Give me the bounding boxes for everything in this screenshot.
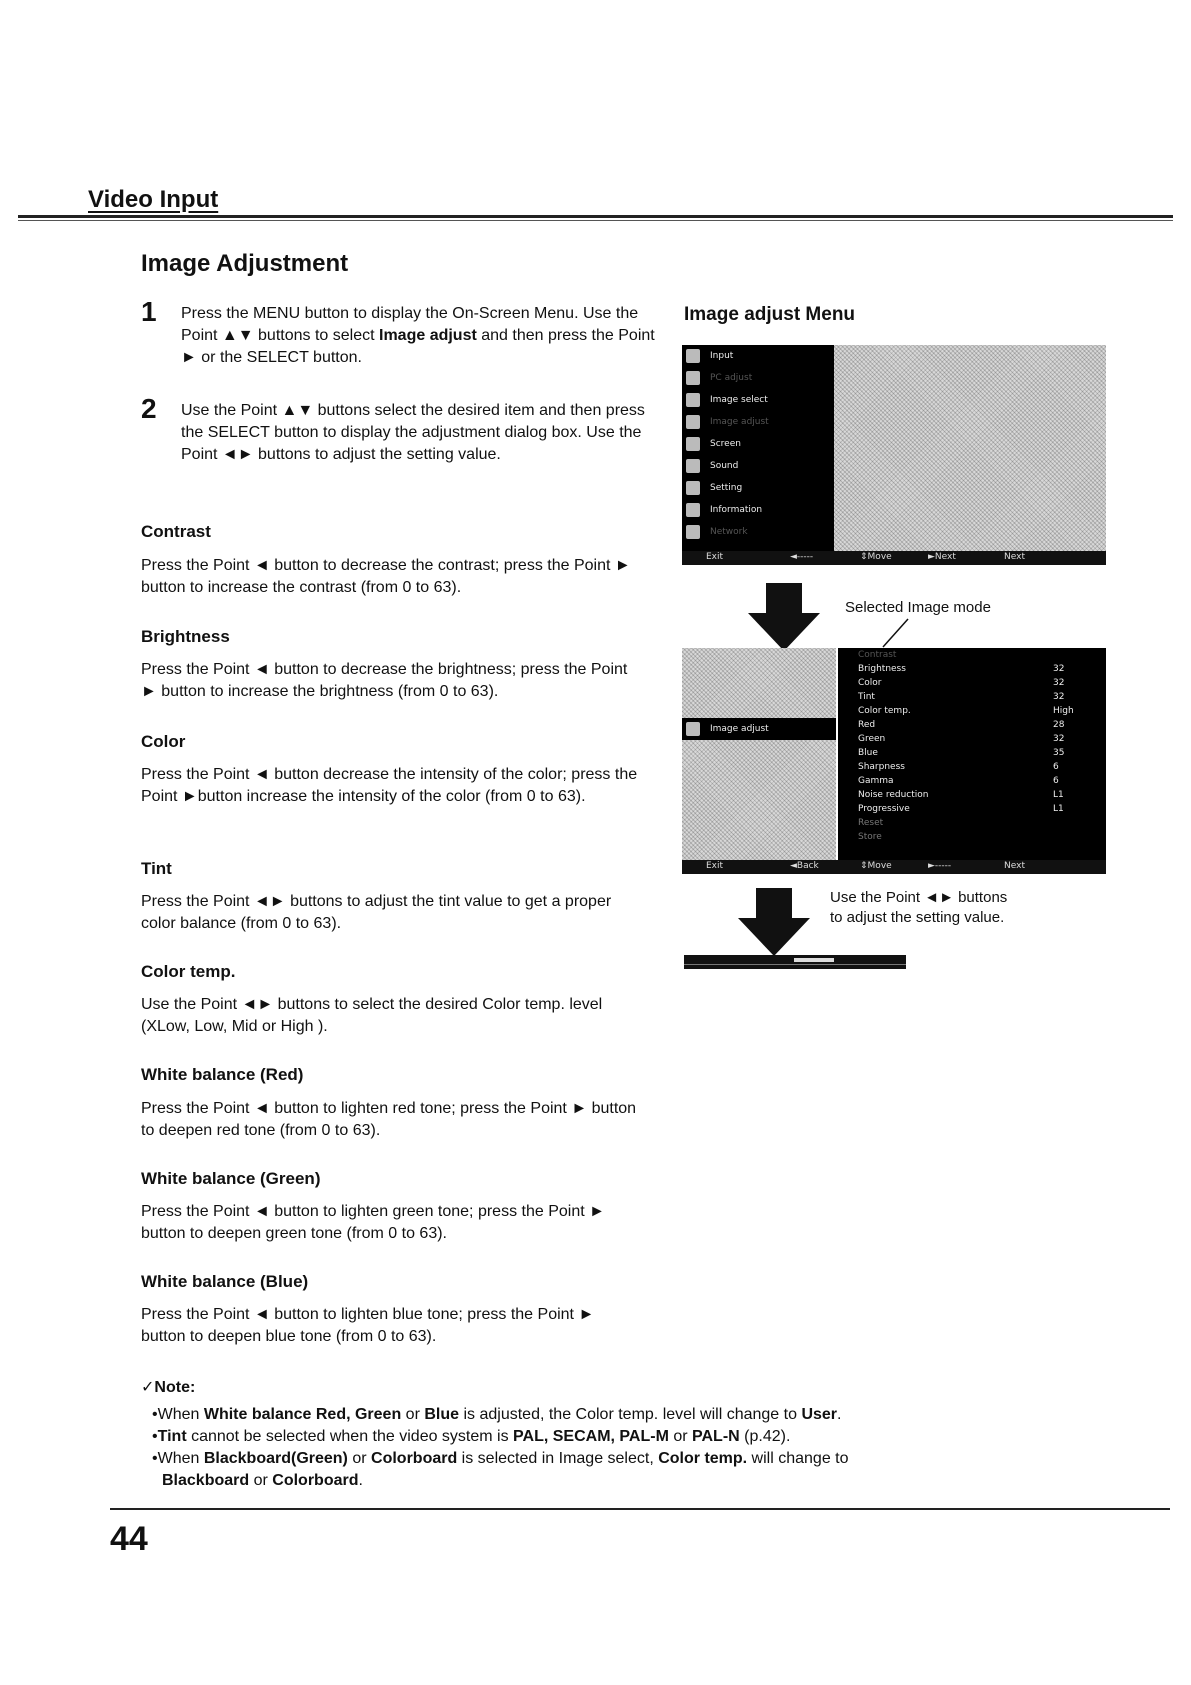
header-rule [18, 215, 1173, 218]
section-title: Video Input [88, 186, 219, 213]
item-title-tint: Tint [141, 859, 172, 878]
step-text: Use the Point ▲▼ buttons select the desired item and then press the SELECT button to display the adjustment dialog box. Use the Point ◄► buttons to adjust the setting value. [181, 402, 645, 463]
osd-item-input: Input [682, 345, 834, 367]
note-heading: ✓Note: [141, 1379, 196, 1396]
down-arrow-1-stem [766, 583, 802, 613]
adjust-bar-divider [684, 964, 906, 965]
bar-next: ►Next [928, 552, 956, 562]
bar-back: ◄Back [790, 861, 819, 871]
callout-adjust-value: Use the Point ◄► buttons to adjust the setting value. [830, 889, 1008, 926]
osd-item-sound: Sound [682, 455, 834, 477]
osd-item-setting: Setting [682, 477, 834, 499]
adjust-dialog-bar [684, 955, 906, 969]
network-icon [686, 525, 700, 539]
bar-next: ►----- [928, 861, 952, 871]
bar-move: ⇕Move [860, 861, 892, 871]
osd-item-image-select: Image select [682, 389, 834, 411]
pc-adjust-icon [686, 371, 700, 385]
sub-item: Sharpness 6 [858, 762, 1059, 772]
sub-item: Color temp. High [858, 706, 1074, 716]
item-body-wb-red: Press the Point ◄ button to lighten red tone; press the Point ► button to deepen red tone (from 0 to 63). [141, 1100, 637, 1139]
image-adjust-icon [686, 722, 700, 736]
osd-item-network: Network [682, 521, 834, 543]
item-body-brightness: Press the Point ◄ button to decrease the brightness; press the Point ► button to increase the brightness (from 0 to 63). [141, 661, 628, 700]
sound-icon [686, 459, 700, 473]
menu-label: Image adjust Menu [684, 304, 856, 325]
osd-item-screen: Screen [682, 433, 834, 455]
item-body-wb-green: Press the Point ◄ button to lighten green tone; press the Point ► button to deepen green tone (from 0 to 63). [141, 1203, 605, 1242]
step-1 [141, 296, 661, 369]
item-title-wb-green: White balance (Green) [141, 1169, 321, 1188]
sub-item: Noise reduction L1 [858, 790, 1064, 800]
bar-exit: Exit [706, 861, 724, 871]
sub-item: Reset [858, 818, 884, 828]
item-body-wb-blue: Press the Point ◄ button to lighten blue tone; press the Point ► button to deepen blue tone (from 0 to 63). [141, 1306, 595, 1345]
osd-main-menu-dimmed [682, 648, 836, 860]
item-title-color: Color [141, 732, 186, 751]
osd-bar-2 [682, 860, 1106, 874]
item-title-contrast: Contrast [141, 522, 211, 541]
item-title-brightness: Brightness [141, 627, 230, 646]
step-number: 2 [141, 393, 157, 424]
callout-selected-mode: Selected Image mode [845, 599, 991, 616]
sub-item: Tint 32 [858, 692, 1065, 702]
item-body-color-temp: Use the Point ◄► buttons to select the desired Color temp. level (XLow, Low, Mid or High ). [141, 996, 603, 1035]
note-item-1: •When White balance Red, Green or Blue is adjusted, the Color temp. level will change to User. [152, 1406, 842, 1423]
step-text: Press the MENU button to display the On-Screen Menu. Use the Point ▲▼ buttons to select Image adjust and then press the Point ► or the SELECT button. [181, 305, 655, 366]
bar-select-next: Next [1004, 861, 1025, 871]
osd-main-menu [682, 345, 834, 551]
osd-submenu [838, 648, 1106, 860]
step-2 [141, 393, 661, 466]
bar-select-next: Next [1004, 552, 1025, 562]
item-body-contrast: Press the Point ◄ button to decrease the contrast; press the Point ► button to increase the contrast (from 0 to 63). [141, 557, 631, 596]
osd-image-adjust-selected: Image adjust [682, 718, 836, 740]
page-number: 44 [110, 1520, 148, 1558]
sub-item: Gamma 6 [858, 776, 1059, 786]
input-icon [686, 349, 700, 363]
osd-bar-1 [682, 551, 1106, 565]
note-item-2: •Tint cannot be selected when the video system is PAL, SECAM, PAL-M or PAL-N (p.42). [152, 1428, 791, 1445]
setting-icon [686, 481, 700, 495]
item-body-tint: Press the Point ◄► buttons to adjust the tint value to get a proper color balance (from 0 to 63). [141, 893, 612, 932]
sub-item: Color 32 [858, 678, 1065, 688]
down-arrow-2 [738, 918, 810, 956]
sub-item: Progressive L1 [858, 804, 1064, 814]
sub-item: Brightness 32 [858, 664, 1065, 674]
bar-back: ◄----- [790, 552, 814, 562]
step-number: 1 [141, 296, 157, 327]
callout-leader-line [880, 617, 910, 649]
sub-item: Store [858, 832, 882, 842]
footer-rule [110, 1508, 1170, 1510]
down-arrow-2-stem [756, 888, 792, 918]
note-item-3: •When Blackboard(Green) or Colorboard is selected in Image select, Color temp. will change to Blackboard or Colorboard. [152, 1450, 849, 1489]
item-body-color: Press the Point ◄ button decrease the intensity of the color; press the Point ►button increase the intensity of the color (from 0 to 63). [141, 766, 638, 805]
down-arrow-1 [748, 613, 820, 651]
item-title-wb-blue: White balance (Blue) [141, 1272, 309, 1291]
osd-submenu-dimmed [834, 345, 1106, 551]
screen-icon [686, 437, 700, 451]
bar-move: ⇕Move [860, 552, 892, 562]
sub-item: Contrast [858, 650, 897, 660]
sub-item: Red 28 [858, 720, 1065, 730]
osd-item-information: Information [682, 499, 834, 521]
sub-item: Blue 35 [858, 748, 1065, 758]
image-adjust-icon [686, 415, 700, 429]
header-rule-thin [18, 220, 1173, 221]
adjust-slider [794, 958, 834, 962]
item-title-color-temp: Color temp. [141, 962, 236, 981]
osd-item-image-adjust: Image adjust [682, 411, 834, 433]
sub-item: Green 32 [858, 734, 1065, 744]
bar-exit: Exit [706, 552, 724, 562]
page-title: Image Adjustment [141, 250, 349, 277]
information-icon [686, 503, 700, 517]
item-title-wb-red: White balance (Red) [141, 1065, 304, 1084]
osd-item-pc-adjust: PC adjust [682, 367, 834, 389]
image-select-icon [686, 393, 700, 407]
